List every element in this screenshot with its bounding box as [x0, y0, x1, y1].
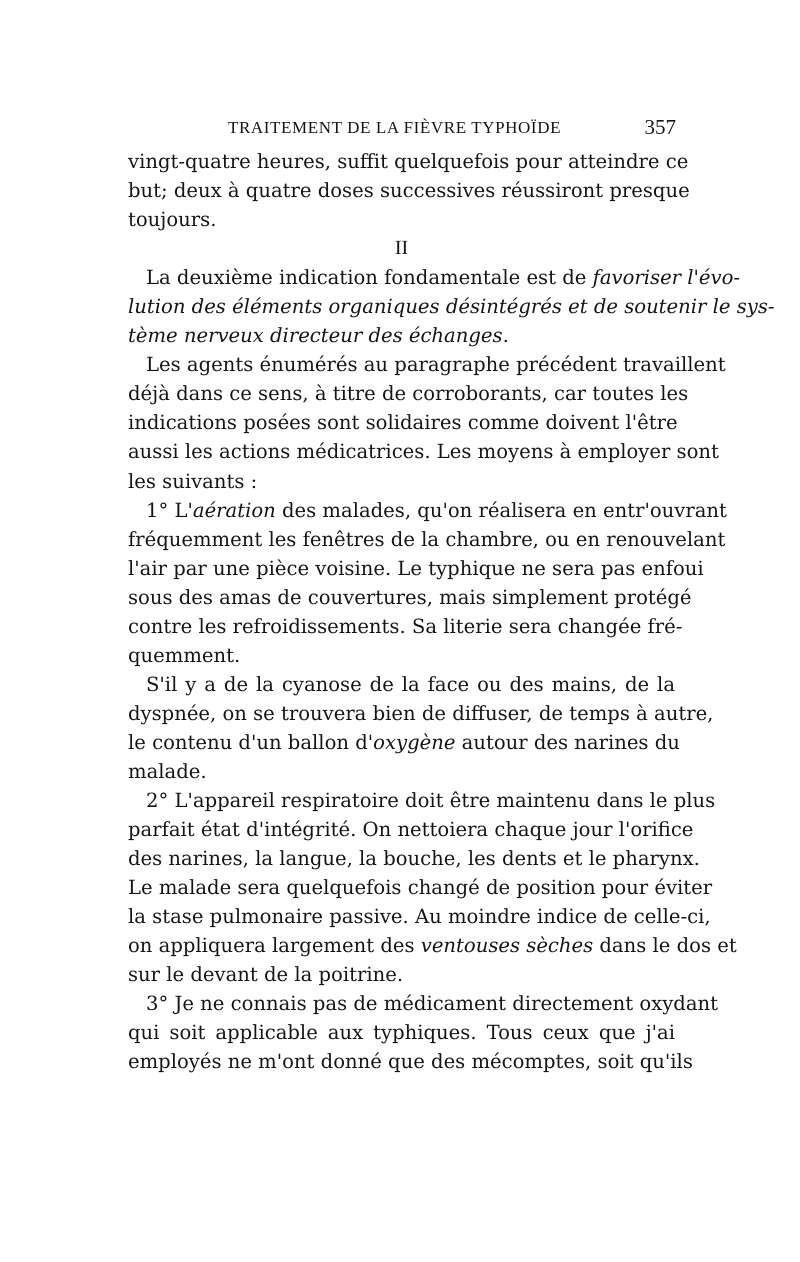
paragraph-5	[128, 670, 714, 786]
text-line: 3° Je ne connais pas de médicament directement oxydant	[146, 992, 719, 1016]
text-line	[128, 728, 680, 757]
paragraph-1	[128, 147, 690, 234]
text-line: des narines, la langue, la bouche, les dents et le pharynx.	[128, 847, 700, 871]
text-line: indications posées sont solidaires comme doivent l'être	[128, 411, 678, 435]
text-line: les suivants :	[128, 469, 258, 493]
text-line: qui soit applicable aux typhiques. Tous ceux que j'ai	[128, 1021, 675, 1045]
text-line: quemment.	[128, 643, 241, 667]
text-line	[128, 321, 675, 350]
paragraph-2	[128, 263, 775, 350]
italic-text: lution des éléments organiques désintégrés et de soutenir le sys-	[128, 295, 775, 319]
text-line: malade.	[128, 759, 207, 783]
text-run: le contenu d'un ballon d'	[128, 730, 374, 754]
text-line: employés ne m'ont donné que des mécomptes, soit qu'ils	[128, 1050, 693, 1074]
text-line: aussi les actions médicatrices. Les moyens à employer sont	[128, 440, 719, 464]
text-line: toujours.	[128, 208, 217, 232]
body-text	[128, 147, 775, 1077]
text-line: l'air par une pièce voisine. Le typhique ne sera pas enfoui	[128, 556, 704, 580]
text-line	[128, 931, 737, 960]
text-run: 1° L'	[146, 498, 193, 522]
text-line: fréquemment les fenêtres de la chambre, ou en renouvelant	[128, 527, 726, 551]
text-line	[128, 292, 775, 321]
text-line: dyspnée, on se trouvera bien de diffuser, de temps à autre,	[128, 701, 714, 725]
text-line	[128, 263, 741, 292]
paragraph-7	[128, 989, 719, 1076]
text-run: des malades, qu'on réalisera en entr'ouvrant	[275, 498, 727, 522]
text-run: dans le dos et	[593, 934, 737, 958]
paragraph-6	[128, 786, 737, 989]
text-run: autour des narines du	[455, 730, 680, 754]
text-line: sous des amas de couvertures, mais simplement protégé	[128, 585, 692, 609]
text-line: déjà dans ce sens, à titre de corroborants, car toutes les	[128, 382, 689, 406]
text-line: sur le devant de la poitrine.	[128, 963, 404, 987]
paragraph-3	[128, 350, 726, 495]
text-line	[128, 496, 727, 525]
page-number: 357	[644, 115, 676, 139]
text-line: Les agents énumérés au paragraphe précédent travaillent	[146, 353, 726, 377]
section-numeral: II	[394, 237, 409, 260]
text-line: vingt-quatre heures, suffit quelquefois pour atteindre ce	[128, 150, 689, 173]
paragraph-4	[128, 496, 727, 670]
italic-text: oxygène	[373, 730, 456, 754]
italic-text: aération	[192, 498, 276, 522]
text-line: 2° L'appareil respiratoire doit être maintenu dans le plus	[146, 789, 716, 813]
italic-text: favoriser l'évo-	[592, 266, 741, 290]
text-line: but; deux à quatre doses successives réussiront presque	[128, 179, 690, 203]
text-line: contre les refroidissements. Sa literie sera changée fré-	[128, 614, 683, 638]
text-run: on appliquera largement des	[128, 934, 421, 958]
italic-text: ventouses sèches	[420, 934, 594, 958]
text-run: La deuxième indication fondamentale est de	[146, 266, 593, 290]
italic-text: tème nerveux directeur des échanges	[128, 324, 503, 348]
running-title: TRAITEMENT DE LA FIÈVRE TYPHOÏDE	[228, 118, 562, 137]
text-line: la stase pulmonaire passive. Au moindre indice de celle-ci,	[128, 905, 711, 929]
text-line: S'il y a de la cyanose de la face ou des mains, de la	[146, 672, 675, 696]
text-line: Le malade sera quelquefois changé de position pour éviter	[128, 876, 713, 900]
text-line: parfait état d'intégrité. On nettoiera chaque jour l'orifice	[128, 818, 694, 842]
page-header	[150, 113, 680, 143]
text-run: .	[502, 324, 509, 348]
